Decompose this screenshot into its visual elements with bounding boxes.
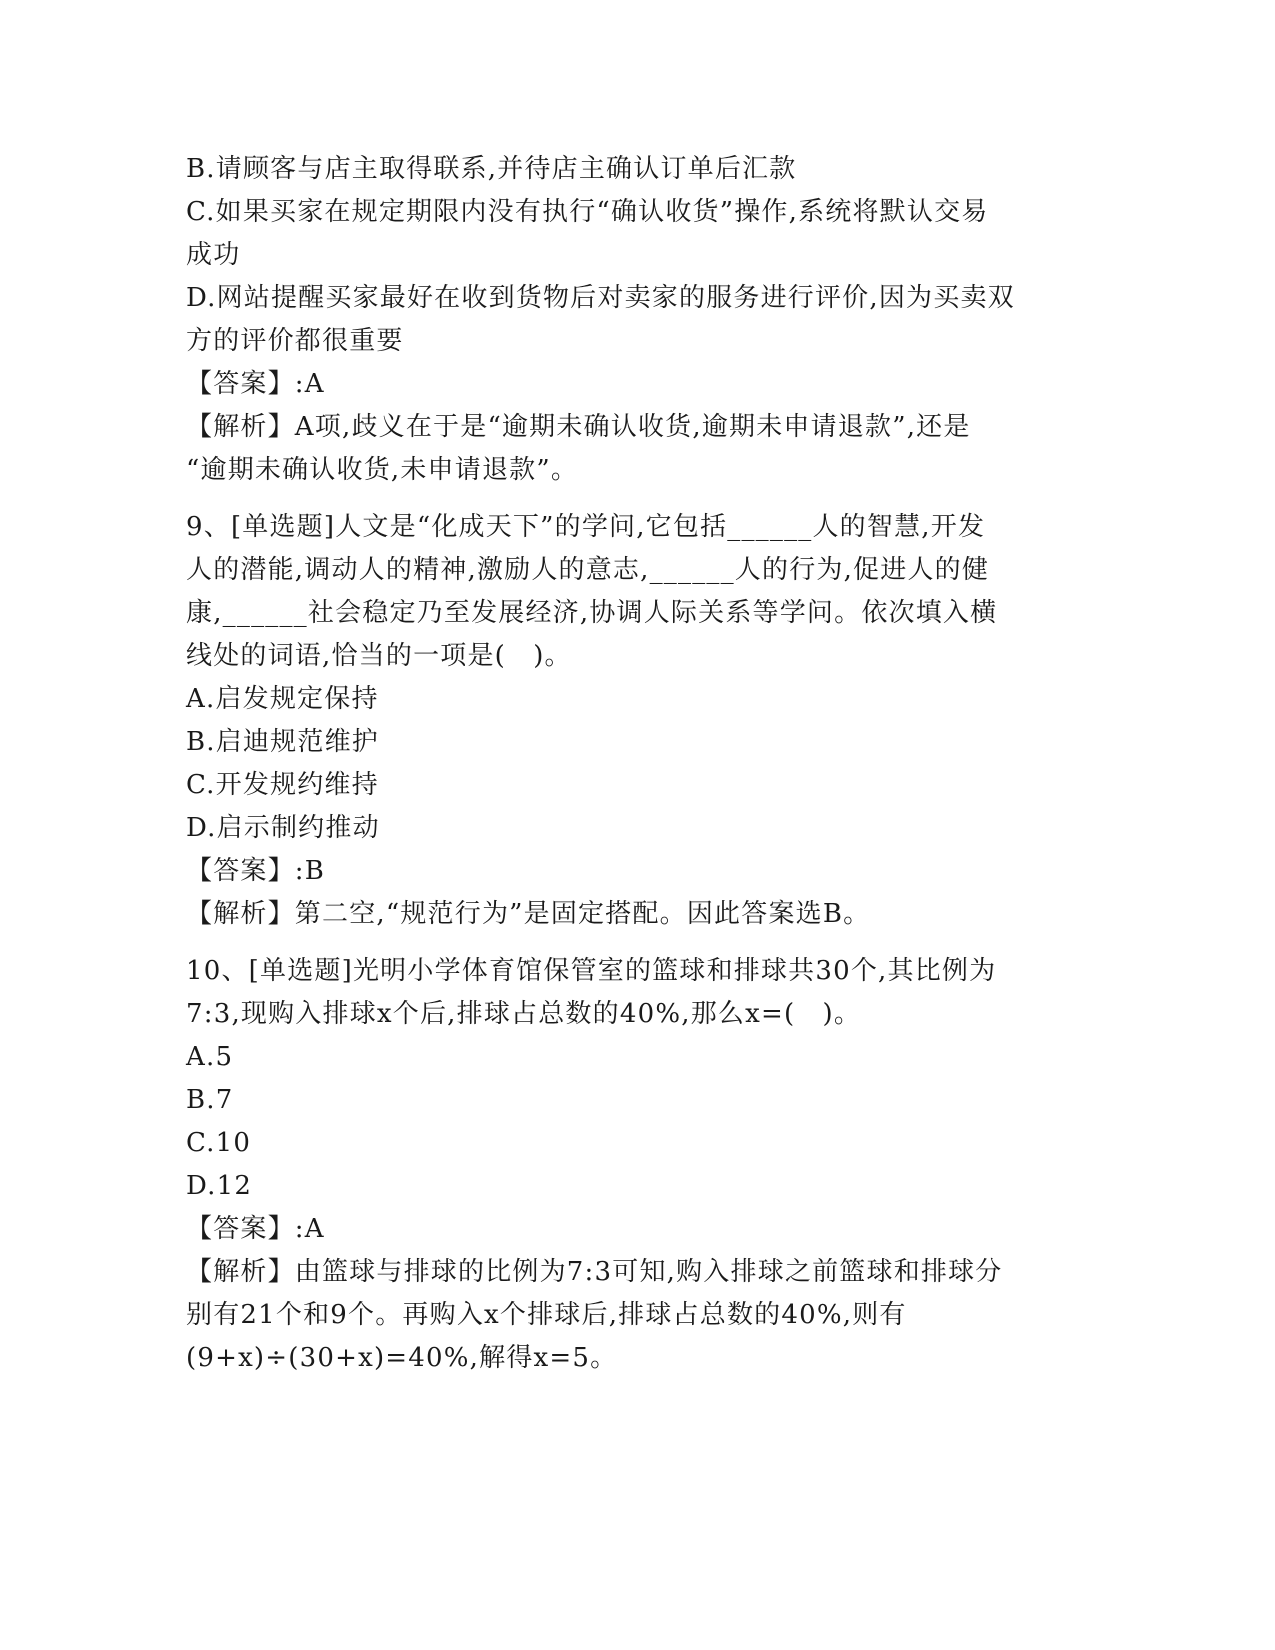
question-spacer — [186, 936, 1076, 950]
q9-stem-line2: 人的潜能,调动人的精神,激励人的意志,______人的行为,促进人的健 — [186, 555, 990, 585]
q10-analysis-line1: 【解析】由篮球与排球的比例为7:3可知,购入排球之前篮球和排球分 — [186, 1257, 1003, 1287]
q9-answer: 【答案】:B — [186, 856, 326, 886]
q8-analysis-line2: “逾期未确认收货,未申请退款”。 — [186, 455, 579, 485]
q10-analysis-line2: 别有21个和9个。再购入x个排球后,排球占总数的40%,则有 — [186, 1300, 907, 1330]
q8-option-b: B.请顾客与店主取得联系,并待店主确认订单后汇款 — [186, 154, 797, 184]
q9-stem-line1: 9、[单选题]人文是“化成天下”的学问,它包括______人的智慧,开发 — [186, 512, 986, 542]
q10-option-b: B.7 — [186, 1085, 234, 1115]
q8-analysis-line1: 【解析】A项,歧义在于是“逾期未确认收货,逾期未申请退款”,还是 — [186, 412, 971, 442]
question-spacer — [186, 492, 1076, 506]
q8-option-d-line2: 方的评价都很重要 — [186, 326, 404, 356]
q10-option-d: D.12 — [186, 1171, 253, 1201]
q10-analysis-line3: (9+x)÷(30+x)=40%,解得x=5。 — [186, 1343, 618, 1373]
q9-stem-line3: 康,______社会稳定乃至发展经济,协调人际关系等学问。依次填入横 — [186, 598, 998, 628]
q10-option-c: C.10 — [186, 1128, 252, 1158]
q9-stem-line4: 线处的词语,恰当的一项是( )。 — [186, 641, 572, 671]
q10-answer: 【答案】:A — [186, 1214, 325, 1244]
q8-option-d-line1: D.网站提醒买家最好在收到货物后对卖家的服务进行评价,因为买卖双 — [186, 283, 1015, 313]
document-content — [186, 148, 1076, 1380]
q9-option-a: A.启发规定保持 — [186, 684, 379, 714]
q9-analysis: 【解析】第二空,“规范行为”是固定搭配。因此答案选B。 — [186, 899, 871, 929]
q10-option-a: A.5 — [186, 1042, 234, 1072]
q8-answer: 【答案】:A — [186, 369, 325, 399]
q9-option-c: C.开发规约维持 — [186, 770, 379, 800]
q8-option-c-line2: 成功 — [186, 240, 241, 270]
q10-stem-line2: 7:3,现购入排球x个后,排球占总数的40%,那么x=( )。 — [186, 999, 862, 1029]
q8-option-c-line1: C.如果买家在规定期限内没有执行“确认收货”操作,系统将默认交易 — [186, 197, 989, 227]
q9-option-d: D.启示制约推动 — [186, 813, 380, 843]
q10-stem-line1: 10、[单选题]光明小学体育馆保管室的篮球和排球共30个,其比例为 — [186, 956, 997, 986]
q9-option-b: B.启迪规范维护 — [186, 727, 379, 757]
